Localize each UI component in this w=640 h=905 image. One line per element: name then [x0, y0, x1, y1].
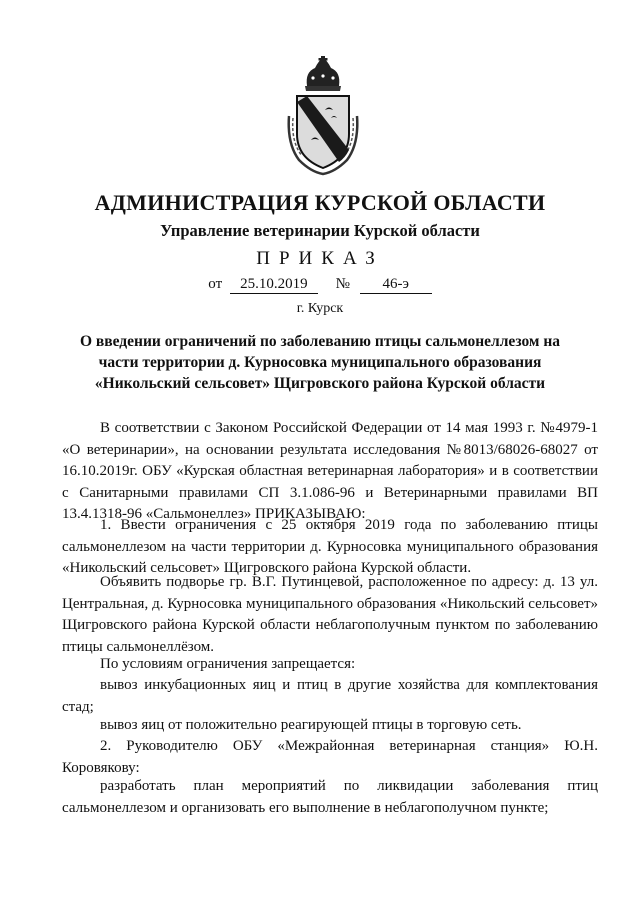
- administration-title: АДМИНИСТРАЦИЯ КУРСКОЙ ОБЛАСТИ: [94, 190, 546, 215]
- body-paragraph-restrictions-intro: По условиям ограничения запрещается:: [100, 656, 356, 672]
- order-date: 25.10.2019: [230, 276, 318, 294]
- city-label: г. Курск: [296, 301, 344, 316]
- document-type: ПРИКАЗ: [256, 248, 384, 269]
- body-paragraph-item-2-task: разработать план мероприятий по ликвидации заболевания птиц сальмонеллезом и организовать его выполнение в неблагополучном пункте;: [62, 778, 598, 816]
- body-paragraph-declaration: Объявить подворье гр. В.Г. Путинцевой, расположенное по адресу: д. 13 ул. Центральная, д. Курносовка муниципального образования «Никольский сельсовет» Щигровского района Курской области неблагополучным пунктом по заболеванию птицы сальмонеллёзом.: [62, 574, 598, 655]
- order-date-number-line: [0, 276, 640, 294]
- number-label: №: [335, 276, 350, 292]
- body-paragraph-item-2: 2. Руководителю ОБУ «Межрайонная ветеринарная станция» Ю.Н. Коровякову:: [62, 738, 598, 776]
- document-subject: О введении ограничений по заболеванию птицы сальмонеллезом на части территории д. Курносовка муниципального образования «Никольский сельсовет» Щигровского района Курской области: [79, 333, 561, 392]
- body-paragraph-restriction-1: вывоз инкубационных яиц и птиц в другие хозяйства для комплектования стад;: [62, 677, 598, 715]
- department-name: Управление ветеринарии Курской области: [160, 221, 480, 240]
- body-paragraph-restriction-2: вывоз яиц от положительно реагирующей птицы в торговую сеть.: [100, 717, 522, 733]
- order-number: 46-э: [360, 276, 432, 294]
- body-paragraph-basis: В соответствии с Законом Российской Федерации от 14 мая 1993 г. №4979-1 «О ветеринарии», на основании результата исследования №8013/68026-68027 от 16.10.2019г. ОБУ «Курская областная ветеринарная лаборатория» и в соответствии с Санитарными правилами СП 3.1.086-96 и Ветеринарными правилами ВП 13.4.1318-96 «Сальмонеллез» ПРИКАЗЫВАЮ:: [62, 420, 598, 522]
- body-paragraph-item-1: 1. Ввести ограничения с 25 октября 2019 года по заболеванию птицы сальмонеллезом на части территории д. Курносовка муниципального образования «Никольский сельсовет» Щигровского района Курской области.: [62, 517, 598, 576]
- from-label: от: [208, 276, 223, 292]
- coat-of-arms-icon: [285, 56, 361, 176]
